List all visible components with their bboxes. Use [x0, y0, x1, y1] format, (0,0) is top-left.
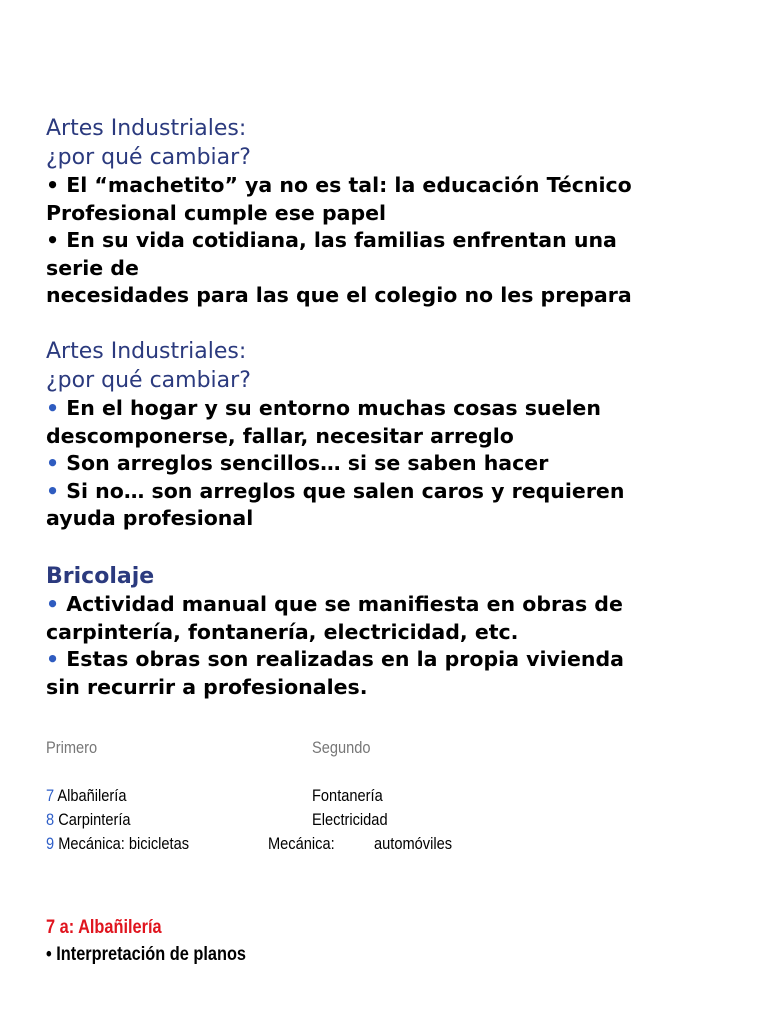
table-header-first: Primero [46, 738, 98, 757]
row-number: 9 [46, 834, 55, 853]
row-number: 7 [46, 786, 55, 805]
paragraph-line: ayuda profesional [46, 506, 254, 530]
table-cell-second: Fontanería [312, 786, 383, 805]
bullet: • [46, 173, 60, 197]
section-albanileria-title: 7 a: Albañilería [46, 917, 162, 938]
paragraph-line: sin recurrir a profesionales. [46, 674, 368, 699]
section-title-line2: ¿por qué cambiar? [46, 145, 251, 170]
section-title-line1: Artes Industriales: [46, 116, 247, 141]
section-title-line2: ¿por qué cambiar? [46, 368, 251, 393]
bullet: • [46, 451, 60, 475]
bullet: • [46, 396, 60, 420]
paragraph-line: • Estas obras son realizadas en la propia vivienda [46, 647, 624, 671]
paragraph-line: • Son arreglos sencillos… si se saben hacer [46, 451, 549, 475]
paragraph-line: • El “machetito” ya no es tal: la educación Técnico [46, 173, 632, 197]
table-cell-second-a: Mecánica: [268, 834, 335, 853]
paragraph-line: • Si no… son arreglos que salen caros y requieren [46, 478, 625, 503]
paragraph-line: necesidades para las que el colegio no les prepara [46, 283, 632, 307]
section-title-line1: Artes Industriales: [46, 339, 247, 364]
section-artes-2 [46, 337, 746, 533]
bullet-item: • Interpretación de planos [46, 944, 247, 965]
paragraph-line: serie de [46, 255, 139, 280]
bullet: • [46, 592, 60, 616]
paragraph-line: carpintería, fontanería, electricidad, etc. [46, 619, 519, 644]
bullet: • [46, 647, 60, 671]
section-title: Bricolaje [46, 564, 155, 589]
table-row: 7 Albañilería [46, 786, 127, 805]
bullet: • [46, 228, 60, 252]
paragraph-line: • En su vida cotidiana, las familias enfrentan una [46, 228, 617, 252]
table-row: 9 Mecánica: bicicletas [46, 834, 190, 853]
paragraph-line: • Actividad manual que se manifiesta en obras de [46, 592, 623, 616]
section-bricolaje [46, 562, 746, 701]
table-cell-second: Electricidad [312, 810, 388, 829]
paragraph-line: • En el hogar y su entorno muchas cosas suelen [46, 396, 601, 420]
table-cell-second-b: automóviles [374, 834, 453, 853]
paragraph-line: Profesional cumple ese papel [46, 200, 387, 225]
paragraph-line: descomponerse, fallar, necesitar arreglo [46, 423, 514, 448]
table-header-second: Segundo [312, 738, 371, 757]
table-row: 8 Carpintería [46, 810, 131, 829]
section-artes-1 [46, 114, 746, 310]
row-number: 8 [46, 810, 55, 829]
bullet: • [46, 478, 60, 503]
